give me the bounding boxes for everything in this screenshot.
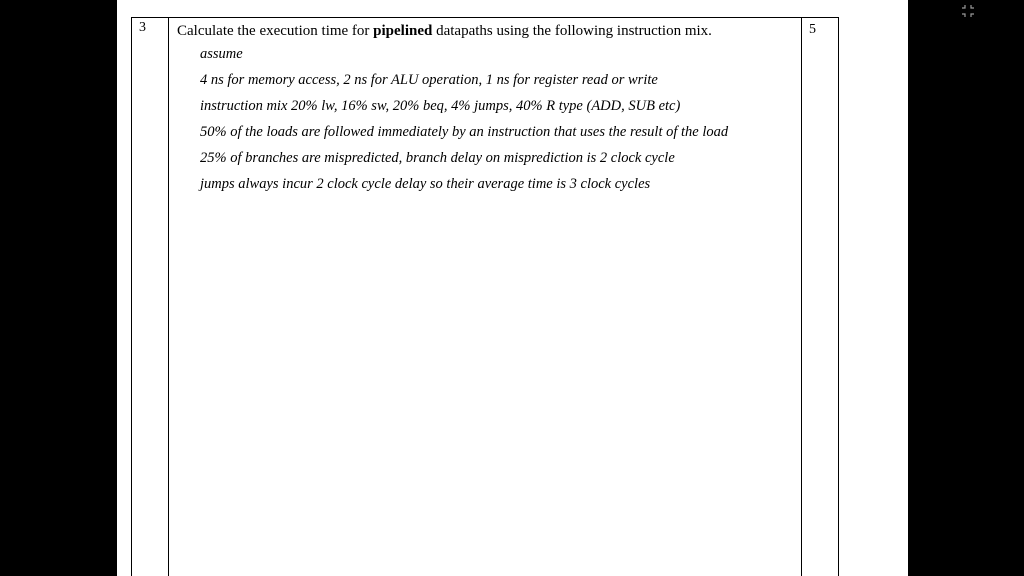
assumption-item: 50% of the loads are followed immediately by an instruction that uses the result of the load (200, 124, 729, 140)
marks-cell (801, 18, 838, 576)
prompt-text-after: datapaths using the following instruction mix. (432, 23, 712, 39)
assumptions-list (200, 45, 797, 201)
assumption-item: 25% of branches are mispredicted, branch delay on misprediction is 2 clock cycle (200, 150, 675, 166)
fullscreen-exit-icon[interactable] (961, 4, 975, 18)
prompt-bold-term: pipelined (373, 23, 433, 39)
question-prompt (177, 22, 797, 41)
assumption-item: jumps always incur 2 clock cycle delay so their average time is 3 clock cycles (200, 176, 651, 192)
question-number: 3 (139, 20, 146, 35)
document-page (117, 0, 908, 576)
prompt-text-before: Calculate the execution time for (177, 23, 374, 39)
assumption-item: instruction mix 20% lw, 16% sw, 20% beq, 4% jumps, 40% R type (ADD, SUB etc) (200, 98, 681, 114)
marks-value: 5 (809, 22, 816, 37)
question-table (131, 17, 839, 576)
assumption-item: 4 ns for memory access, 2 ns for ALU operation, 1 ns for register read or write (200, 72, 658, 88)
assumption-heading: assume (200, 46, 243, 62)
question-content-cell (177, 22, 797, 201)
question-number-cell (132, 18, 169, 576)
